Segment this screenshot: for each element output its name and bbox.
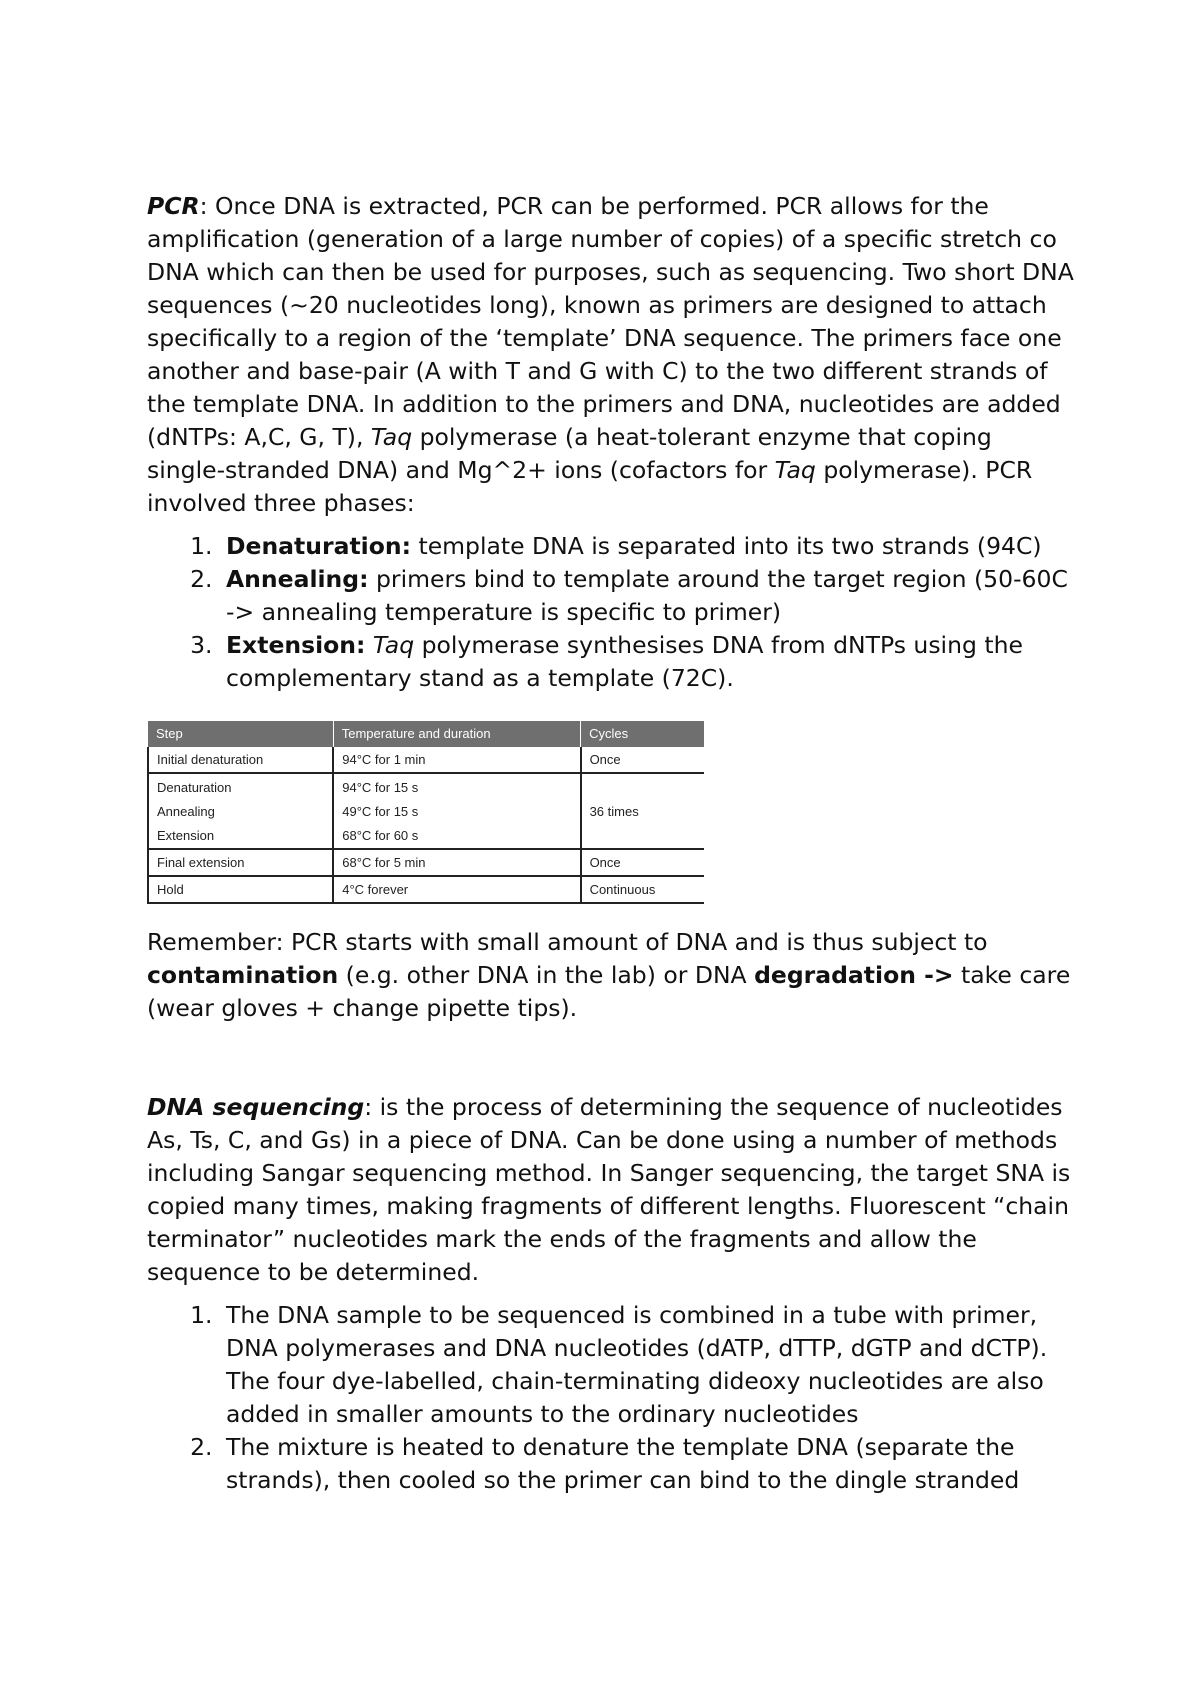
table-cell: Denaturation	[148, 773, 333, 800]
table-cell: Initial denaturation	[148, 747, 333, 773]
table-header-cell: Step	[148, 721, 333, 747]
pcr-heading: PCR	[147, 192, 200, 220]
phase-text: polymerase synthesises DNA from dNTPs using the complementary stand as a template (72C).	[226, 631, 1023, 692]
section-spacer	[147, 1025, 1077, 1091]
remember-bold: degradation ->	[754, 961, 954, 989]
table-cell: Final extension	[148, 849, 333, 876]
pcr-paragraph	[147, 190, 1077, 520]
table-cell: Hold	[148, 876, 333, 903]
table-cell: 94°C for 15 s	[333, 773, 580, 800]
table-cell: Continuous	[581, 876, 704, 903]
table-cell: Once	[581, 747, 704, 773]
list-item: 2. The mixture is heated to denature the template DNA (separate the strands), then cooled so the primer can bind to the dingle stranded	[220, 1431, 1077, 1497]
table-row	[148, 773, 704, 800]
table-header-row	[148, 721, 704, 747]
document-page	[147, 190, 1077, 1497]
pcr-intro-part-2: polymerase (a heat-tolerant enzyme that coping single-stranded DNA) and Mg^2+ ions (cofactors for	[147, 423, 992, 484]
list-item: 1. The DNA sample to be sequenced is combined in a tube with primer, DNA polymerases and DNA nucleotides (dATP, dTTP, dGTP and dCTP). The four dye-labelled, chain-terminating dideoxy nucleotides are also added in smaller amounts to the ordinary nucleotides	[220, 1299, 1077, 1431]
pcr-program-table	[147, 721, 704, 904]
phase-term: Annealing:	[226, 565, 369, 593]
table-cell: 68°C for 60 s	[333, 823, 580, 849]
pcr-intro-part-3: polymerase). PCR involved three phases:	[147, 456, 1033, 517]
remember-paragraph	[147, 926, 1077, 1025]
phase-text: primers bind to template around the target region (50-60C -> annealing temperature is specific to primer)	[226, 565, 1068, 626]
table-cell: 94°C for 1 min	[333, 747, 580, 773]
table-header-cell: Temperature and duration	[333, 721, 580, 747]
remember-text: Remember: PCR starts with small amount of DNA and is thus subject to	[147, 928, 988, 956]
pcr-phases-list	[147, 530, 1077, 695]
table-cell: Extension	[148, 823, 333, 849]
list-item	[220, 530, 1077, 563]
table-cell: Annealing	[148, 800, 333, 823]
sequencing-heading: DNA sequencing	[147, 1093, 365, 1121]
phase-text: template DNA is separated into its two strands (94C)	[411, 532, 1042, 560]
table-cell: 36 times	[581, 773, 704, 849]
table-header-cell: Cycles	[581, 721, 704, 747]
table-cell: 4°C forever	[333, 876, 580, 903]
phase-term: Denaturation:	[226, 532, 412, 560]
sequencing-steps-list	[147, 1299, 1077, 1497]
sequencing-intro: : is the process of determining the sequence of nucleotides As, Ts, C, and Gs) in a piece of DNA. Can be done using a number of methods including Sangar sequencing method. In Sanger sequencing, the target SNA is copied many times, making fragments of different lengths. Fluorescent “chain terminator” nucleotides mark the ends of the fragments and allow the sequence to be determined.	[147, 1093, 1071, 1286]
table-row	[148, 747, 704, 773]
taq-term: Taq	[774, 456, 816, 484]
taq-term: Taq	[372, 631, 415, 659]
phase-term: Extension:	[226, 631, 366, 659]
taq-term: Taq	[370, 423, 413, 451]
remember-bold: contamination	[147, 961, 339, 989]
remember-text: take care (wear gloves + change pipette tips).	[147, 961, 1071, 1022]
sequencing-paragraph	[147, 1091, 1077, 1289]
table-cell: 68°C for 5 min	[333, 849, 580, 876]
table-cell: Once	[581, 849, 704, 876]
table-cell: 49°C for 15 s	[333, 800, 580, 823]
list-item	[220, 563, 1077, 629]
table-row	[148, 876, 704, 903]
list-item	[220, 629, 1077, 695]
table-row	[148, 849, 704, 876]
remember-text: (e.g. other DNA in the lab) or DNA	[338, 961, 755, 989]
pcr-intro-part-1: : Once DNA is extracted, PCR can be performed. PCR allows for the amplification (generation of a large number of copies) of a specific stretch co DNA which can then be used for purposes, such as sequencing. Two short DNA sequences (~20 nucleotides long), known as primers are designed to attach specifically to a region of the ‘template’ DNA sequence. The primers face one another and base-pair (A with T and G with C) to the two different strands of the template DNA. In addition to the primers and DNA, nucleotides are added (dNTPs: A,C, G, T),	[147, 192, 1074, 451]
